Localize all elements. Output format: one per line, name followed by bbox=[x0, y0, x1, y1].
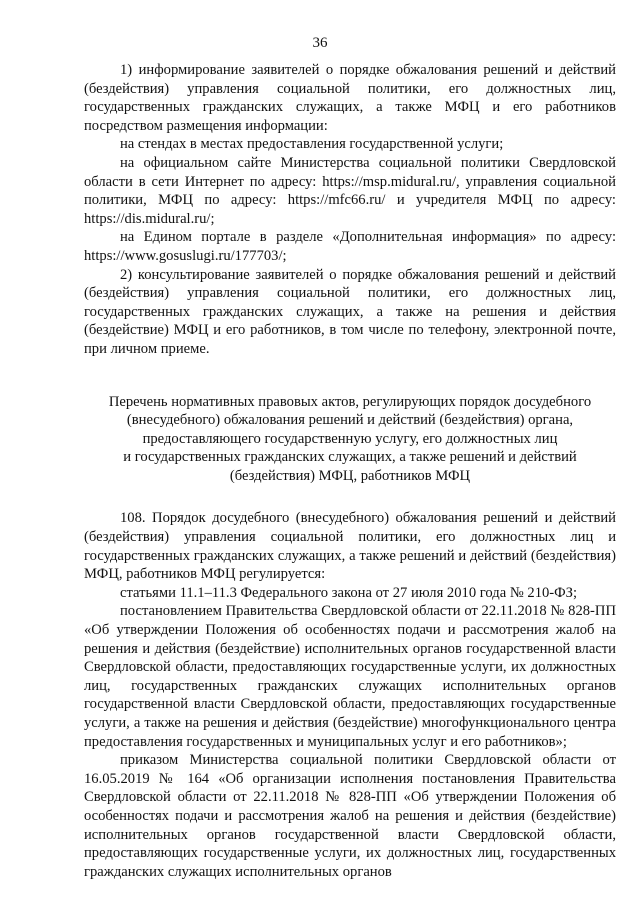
paragraph-government-decree: постановлением Правительства Свердловской области от 22.11.2018 № 828-ПП «Об утверждении Положения об особенностях подачи и рассмотрения жалоб на решения и действия (бездействие) исполнительных органов государственной власти Свердловской области, предоставляющих государственные услуги, их должностных лиц, государственных гражданских служащих исполнительных органов государственной власти Свердловской области, предоставляющих государственные услуги, а также на решения и действия (бездействие) многофункционального центра предоставления государственных и муниципальных услуг и его работников»; bbox=[84, 603, 616, 750]
heading-line: и государственных гражданских служащих, а также решений и действий bbox=[123, 449, 577, 466]
heading-line: (внесудебного) обжалования решений и действий (бездействия) органа, bbox=[126, 412, 574, 429]
paragraph-stands: на стендах в местах предоставления государственной услуги; bbox=[120, 136, 504, 153]
paragraph-federal-law: статьями 11.1–11.3 Федерального закона от 27 июля 2010 года № 210-ФЗ; bbox=[120, 584, 578, 601]
heading-line: Перечень нормативных правовых актов, регулирующих порядок досудебного bbox=[108, 393, 592, 410]
paragraph-consulting: 2) консультирование заявителей о порядке обжалования решений и действий (бездействия) управления социальной политики, его должностных лиц, государственных гражданских служащих, а также на решения и действия (бездействие) МФЦ и его работников, в том числе по телефону, электронной почте, при личном приеме. bbox=[84, 266, 616, 357]
paragraph-unified-portal: на Едином портале в разделе «Дополнительная информация» по адресу: https://www.gosuslugi.ru/177703/; bbox=[84, 229, 616, 264]
section-heading bbox=[64, 393, 636, 486]
page-number: 36 bbox=[312, 35, 328, 51]
paragraph-108: 108. Порядок досудебного (внесудебного) обжалования решений и действий (бездействия) управления социальной политики, его должностных лиц и государственных гражданских служащих, а также решений и действий (бездействия) МФЦ, работников МФЦ регулируется: bbox=[84, 510, 616, 583]
paragraph-ministry-order: приказом Министерства социальной политики Свердловской области от 16.05.2019 № 164 «Об организации исполнения постановления Правительства Свердловской области от 22.11.2018 № 828-ПП «Об утверждении Положения об особенностях подачи и рассмотрения жалоб на решения и действия (бездействие) исполнительных органов государственной власти Свердловской области, предоставляющих государственные услуги, их должностных лиц, государственных гражданских служащих исполнительных органов bbox=[84, 752, 616, 880]
heading-line: предоставляющего государственную услугу, его должностных лиц bbox=[142, 430, 558, 447]
paragraph-informing: 1) информирование заявителей о порядке обжалования решений и действий (бездействия) управления социальной политики, его должностных лиц, государственных гражданских служащих, а также МФЦ и его работников посредством размещения информации: bbox=[84, 62, 616, 134]
paragraph-official-sites: на официальном сайте Министерства социальной политики Свердловской области в сети Интернет по адресу: https://msp.midural.ru/, управления социальной политики, МФЦ по адресу: https://mfc66.ru/ и учредителя МФЦ по адресу: https://dis.midural.ru/; bbox=[84, 154, 616, 227]
document-body bbox=[84, 61, 616, 881]
heading-line: (бездействия) МФЦ, работников МФЦ bbox=[229, 467, 471, 484]
